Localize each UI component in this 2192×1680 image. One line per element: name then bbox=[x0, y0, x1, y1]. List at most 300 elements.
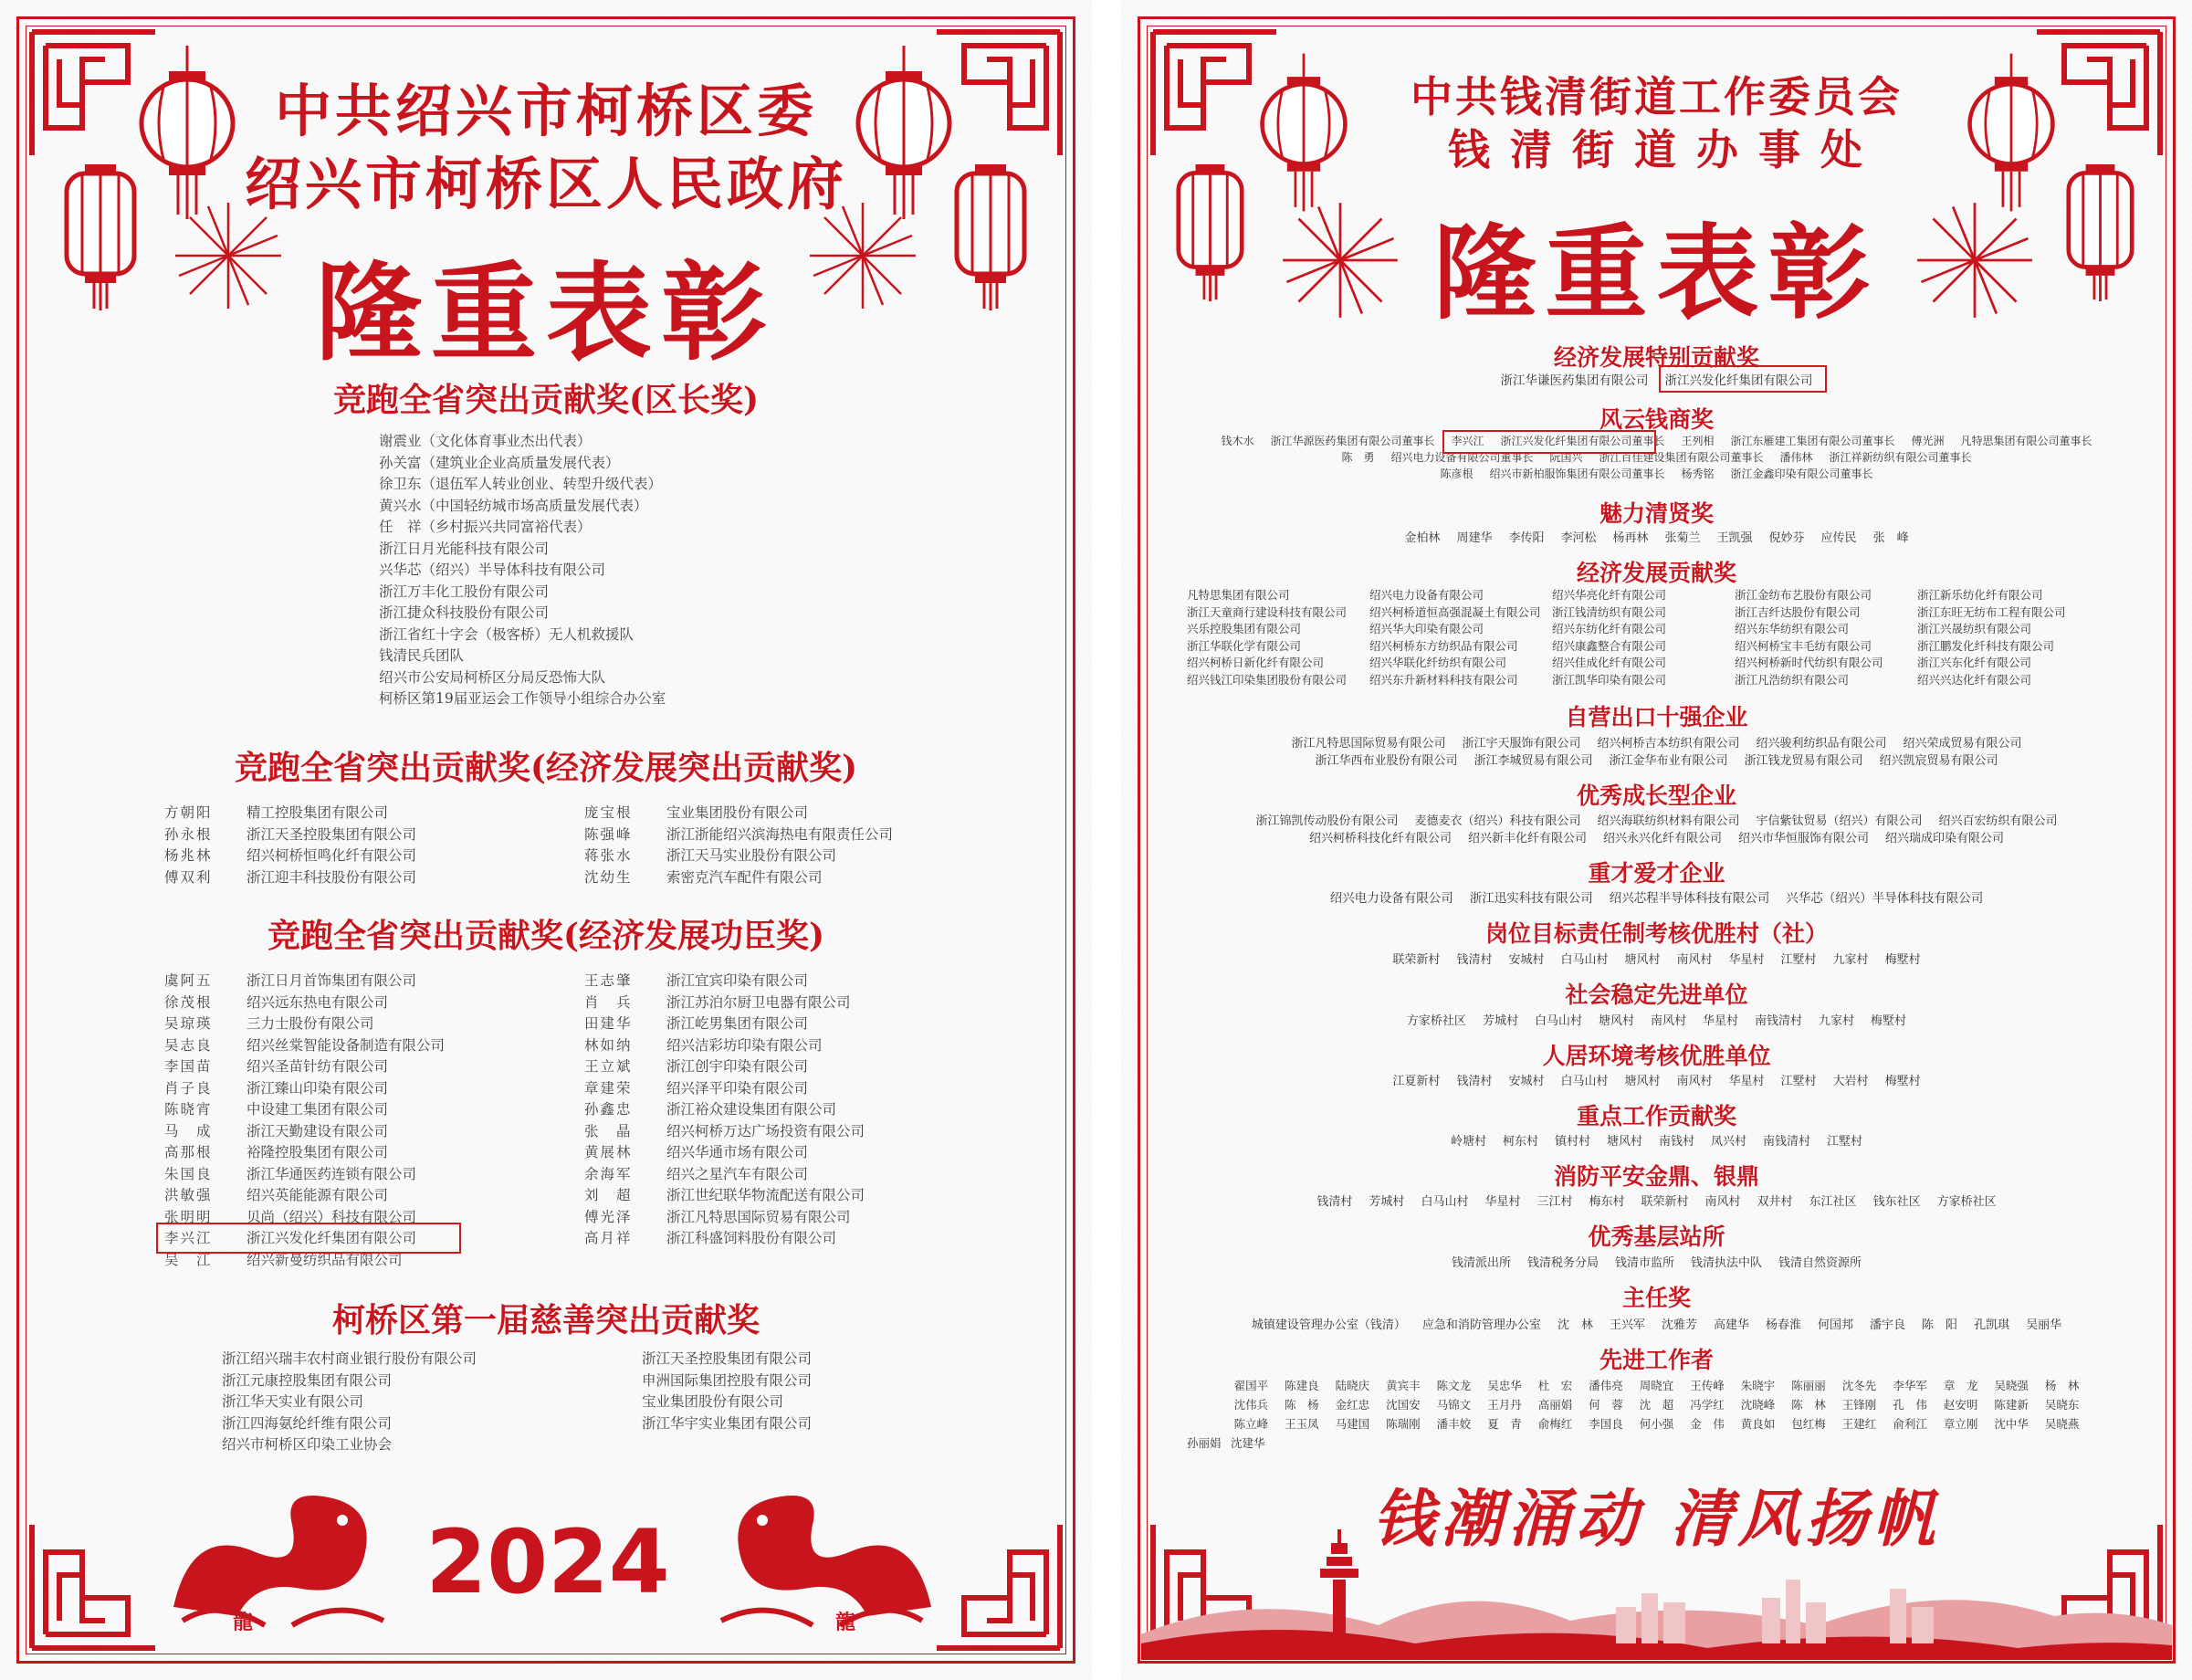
award-item: 柯东村 bbox=[1502, 1135, 1538, 1149]
award-item: 联荣新村 bbox=[1392, 953, 1441, 967]
award-row bbox=[1121, 1192, 2192, 1209]
honoree-row bbox=[164, 1055, 388, 1076]
honoree-company: 贝尚（绍兴）科技有限公司 bbox=[246, 1208, 417, 1225]
list-item: 徐卫东（退伍军人转业创业、转型升级代表） bbox=[379, 476, 663, 492]
award-item: 绍兴兴达化纤有限公司 bbox=[1917, 672, 2032, 687]
honoree-company: 裕隆控股集团有限公司 bbox=[246, 1144, 389, 1160]
award-item: 何小强 bbox=[1639, 1417, 1674, 1431]
section-title-district-award: 竞跑全省突出贡献奖(区长奖) bbox=[332, 381, 760, 419]
award-item: 浙江新乐纺化纤有限公司 bbox=[1917, 588, 2043, 602]
award-item: 浙江华源医药集团有限公司董事长 bbox=[1270, 435, 1435, 447]
award-item: 钱清村 bbox=[1456, 953, 1493, 967]
award-item: 陈 勇 bbox=[1341, 451, 1375, 464]
award-item: 绍兴钱江印染集团股份有限公司 bbox=[1187, 672, 1348, 687]
award-item: 凡特思集团有限公司 bbox=[1187, 588, 1290, 602]
award-item: 浙江华联化学有限公司 bbox=[1187, 638, 1302, 653]
award-row bbox=[1121, 1071, 2192, 1088]
honoree-row bbox=[164, 866, 416, 887]
list-item: 浙江天圣控股集团有限公司 bbox=[642, 1350, 813, 1367]
award-item: 白马山村 bbox=[1421, 1195, 1469, 1209]
award-item: 沈晓峰 bbox=[1740, 1398, 1776, 1412]
award-item: 华星村 bbox=[1728, 953, 1765, 967]
award-item: 白马山村 bbox=[1560, 1075, 1609, 1088]
award-item: 绍兴华亮化纤有限公司 bbox=[1552, 588, 1667, 602]
award-row bbox=[1121, 733, 2192, 751]
award-item: 芳城村 bbox=[1369, 1195, 1405, 1209]
award-item: 方家桥社区 bbox=[1406, 1014, 1466, 1028]
award-item: 钱清村 bbox=[1456, 1075, 1493, 1088]
award-item: 钱东社区 bbox=[1872, 1195, 1921, 1209]
section-title: 重才爱才企业 bbox=[1588, 860, 1725, 887]
list-item: 浙江万丰化工股份有限公司 bbox=[379, 583, 550, 600]
award-item: 倪妙芬 bbox=[1768, 531, 1805, 545]
award-item: 浙江迅实科技有限公司 bbox=[1469, 891, 1593, 906]
award-item: 金红忠 bbox=[1335, 1398, 1370, 1412]
award-item: 南风村 bbox=[1676, 953, 1713, 967]
list-item: 绍兴市柯桥区印染工业协会 bbox=[222, 1436, 393, 1453]
award-item: 钱木水 bbox=[1221, 435, 1254, 447]
list-item: 浙江捷众科技股份有限公司 bbox=[379, 604, 550, 621]
honoree-row bbox=[584, 1184, 865, 1204]
honoree-company: 索密克汽车配件有限公司 bbox=[666, 868, 823, 886]
award-item: 浙江华谦医药集团有限公司 bbox=[1500, 373, 1649, 388]
award-item: 何国邦 bbox=[1818, 1318, 1854, 1332]
honoree-company: 绍兴柯桥恒鸣化纤有限公司 bbox=[246, 847, 417, 864]
award-item: 应急和消防管理办公室 bbox=[1421, 1318, 1541, 1332]
award-row bbox=[1121, 887, 2192, 906]
award-item: 李华军 bbox=[1893, 1379, 1927, 1392]
award-item: 江墅村 bbox=[1780, 953, 1817, 967]
award-item: 绍兴百宏纺织有限公司 bbox=[1938, 814, 2058, 828]
award-item: 华星村 bbox=[1728, 1075, 1765, 1088]
honoree-row bbox=[164, 1184, 388, 1204]
award-item: 王列相 bbox=[1681, 435, 1715, 447]
honoree-company: 浙江天圣控股集团有限公司 bbox=[246, 825, 417, 843]
award-item: 绍兴康鑫整合有限公司 bbox=[1552, 638, 1667, 653]
award-item: 王传峰 bbox=[1690, 1379, 1725, 1392]
list-item: 钱清民兵团队 bbox=[379, 647, 465, 664]
honoree-row bbox=[164, 824, 416, 844]
award-item: 宇信紫钛贸易（绍兴）有限公司 bbox=[1756, 814, 1923, 828]
list-item: 浙江华天实业有限公司 bbox=[222, 1393, 364, 1410]
award-item: 浙江百佳建设集团有限公司董事长 bbox=[1599, 451, 1764, 464]
list-item: 谢震业（文化体育事业杰出代表） bbox=[379, 433, 592, 449]
award-item: 沈 超 bbox=[1639, 1398, 1674, 1412]
award-item: 浙江凯华印染有限公司 bbox=[1552, 672, 1667, 687]
award-item: 俞梅红 bbox=[1537, 1417, 1573, 1431]
honoree-company: 浙江天勤建设有限公司 bbox=[246, 1122, 389, 1139]
award-item: 黄良如 bbox=[1740, 1417, 1776, 1431]
award-item: 绍兴电力设备有限公司 bbox=[1369, 588, 1484, 602]
award-item: 沈雅芳 bbox=[1661, 1318, 1697, 1332]
list-item: 柯桥区第19届亚运会工作领导小组综合办公室 bbox=[379, 690, 666, 707]
award-item: 赵安明 bbox=[1943, 1398, 1978, 1412]
award-item: 华星村 bbox=[1484, 1195, 1521, 1209]
award-item: 浙江东旺无纺布工程有限公司 bbox=[1917, 604, 2066, 619]
honoree-row bbox=[584, 1077, 808, 1097]
honoree-name: 徐茂根 bbox=[164, 993, 213, 1011]
award-item: 联荣新村 bbox=[1641, 1195, 1689, 1209]
dragon-character: 龍 bbox=[233, 1611, 254, 1634]
award-item: 绍兴瑞成印染有限公司 bbox=[1885, 832, 2005, 845]
honoree-name: 张明明 bbox=[164, 1208, 213, 1225]
slogan: 钱潮涌动 清风扬帆 bbox=[1372, 1483, 1941, 1556]
year-label: 2024 bbox=[425, 1511, 670, 1613]
honoree-row bbox=[584, 1034, 823, 1055]
honoree-company: 浙江屹男集团有限公司 bbox=[666, 1015, 809, 1032]
award-item: 三江村 bbox=[1536, 1195, 1573, 1209]
award-item: 王凯强 bbox=[1716, 531, 1753, 545]
award-item: 陈立峰 bbox=[1233, 1417, 1269, 1431]
award-row bbox=[1121, 433, 2192, 448]
award-item: 绍兴东纺化纤有限公司 bbox=[1552, 622, 1667, 635]
award-item: 陈瑞刚 bbox=[1386, 1417, 1421, 1431]
award-item: 浙江兴发化纤集团有限公司 bbox=[1664, 373, 1813, 388]
award-item: 吴忠华 bbox=[1487, 1379, 1522, 1392]
award-item: 浙江华西布业股份有限公司 bbox=[1315, 754, 1458, 768]
award-item: 陈建新 bbox=[1994, 1398, 2029, 1412]
honoree-company: 中设建工集团有限公司 bbox=[246, 1101, 389, 1118]
award-item: 绍兴柯桥东方纺织品有限公司 bbox=[1369, 638, 1518, 653]
award-item: 沈建华 bbox=[1231, 1436, 1265, 1450]
award-item: 俞利江 bbox=[1893, 1417, 1927, 1431]
honoree-company: 绍兴之星汽车有限公司 bbox=[666, 1165, 809, 1182]
right-poster bbox=[1121, 0, 2192, 1680]
honoree-name: 吴 江 bbox=[164, 1251, 213, 1268]
city-skyline-icon bbox=[1141, 1516, 2172, 1660]
honoree-company: 精工控股集团有限公司 bbox=[246, 804, 389, 821]
honoree-company: 绍兴丝棠智能设备制造有限公司 bbox=[246, 1036, 446, 1054]
award-item: 陆晓庆 bbox=[1335, 1379, 1370, 1392]
honoree-company: 浙江迎丰科技股份有限公司 bbox=[246, 868, 417, 886]
award-item: 白马山村 bbox=[1560, 953, 1609, 967]
award-item: 浙江凡特思国际贸易有限公司 bbox=[1291, 737, 1446, 751]
award-item: 华星村 bbox=[1703, 1014, 1739, 1028]
list-item: 浙江日月光能科技有限公司 bbox=[379, 540, 550, 557]
award-item: 绍兴市华恒服饰有限公司 bbox=[1738, 832, 1870, 845]
list-item: 黄兴水（中国轻纺城市场高质量发展代表） bbox=[379, 497, 648, 514]
award-item: 沈冬先 bbox=[1841, 1379, 1877, 1392]
honoree-name: 李国苗 bbox=[164, 1058, 213, 1075]
honoree-name: 高月祥 bbox=[584, 1230, 633, 1246]
honoree-name: 方朝阳 bbox=[164, 804, 213, 821]
award-item: 九家村 bbox=[1832, 953, 1869, 967]
honoree-row bbox=[584, 845, 836, 865]
honoree-company: 浙江科盛饲料股份有限公司 bbox=[666, 1230, 837, 1246]
award-item: 钱清执法中队 bbox=[1691, 1256, 1763, 1270]
award-item: 梅墅村 bbox=[1884, 1075, 1921, 1088]
award-item: 孔凯琪 bbox=[1974, 1318, 2010, 1332]
honoree-company: 绍兴柯桥万达广场投资有限公司 bbox=[666, 1122, 865, 1139]
award-item: 南风村 bbox=[1676, 1075, 1713, 1088]
highlight-box bbox=[1442, 430, 1656, 454]
award-item: 兴华芯（绍兴）半导体科技有限公司 bbox=[1786, 891, 1984, 906]
section-title: 风云钱商奖 bbox=[1599, 406, 1714, 433]
award-item: 绍兴柯桥新时代纺织有限公司 bbox=[1735, 656, 1883, 669]
list-item: 浙江元康控股集团有限公司 bbox=[222, 1371, 393, 1389]
award-item: 浙江金纺布艺股份有限公司 bbox=[1735, 588, 1872, 602]
honoree-row bbox=[164, 992, 388, 1012]
award-item: 绍兴柯桥道恒高强混凝土有限公司 bbox=[1369, 604, 1541, 619]
award-item: 吴晓东 bbox=[2044, 1398, 2080, 1412]
award-item: 朱晓宇 bbox=[1740, 1379, 1776, 1392]
award-item: 翟国平 bbox=[1233, 1379, 1269, 1392]
award-item: 方家桥社区 bbox=[1936, 1195, 1997, 1209]
award-item: 江墅村 bbox=[1780, 1075, 1817, 1088]
award-item: 陈丽丽 bbox=[1791, 1379, 1826, 1392]
award-item: 浙江李城贸易有限公司 bbox=[1474, 754, 1593, 768]
award-item: 塘风村 bbox=[1624, 1075, 1661, 1088]
section-title: 自营出口十强企业 bbox=[1565, 704, 1748, 730]
award-item: 马建国 bbox=[1335, 1417, 1370, 1431]
honoree-name: 陈晓宵 bbox=[164, 1101, 213, 1118]
honoree-company: 绍兴新曼纺织品有限公司 bbox=[246, 1251, 403, 1268]
award-item: 冯学红 bbox=[1690, 1398, 1725, 1412]
award-item: 绍兴东升新材料科技有限公司 bbox=[1369, 672, 1518, 687]
award-item: 浙江兴东化纤有限公司 bbox=[1917, 656, 2032, 669]
award-item: 绍兴电力设备有限公司 bbox=[1329, 891, 1453, 906]
award-item: 王月丹 bbox=[1487, 1398, 1522, 1412]
honoree-row bbox=[584, 992, 851, 1012]
award-item: 钱清派出所 bbox=[1451, 1256, 1511, 1270]
award-item: 李传阳 bbox=[1508, 531, 1545, 545]
honoree-name: 马 成 bbox=[164, 1122, 213, 1139]
list-item: 孙关富（建筑业企业高质量发展代表） bbox=[379, 454, 620, 471]
section-title: 重点工作贡献奖 bbox=[1576, 1103, 1736, 1129]
award-item: 绍兴荣成贸易有限公司 bbox=[1903, 737, 2022, 751]
award-item: 绍兴市新柏服饰集团有限公司董事长 bbox=[1489, 467, 1665, 480]
honoree-company: 浙江天马实业股份有限公司 bbox=[666, 847, 837, 864]
award-item: 陈建良 bbox=[1285, 1379, 1319, 1392]
award-row bbox=[1121, 811, 2192, 828]
list-item: 浙江四海氨纶纤维有限公司 bbox=[222, 1414, 393, 1432]
honoree-name: 傅双利 bbox=[164, 868, 213, 886]
list-item: 兴华芯（绍兴）半导体科技有限公司 bbox=[379, 562, 606, 578]
award-item: 杨 林 bbox=[2044, 1379, 2080, 1392]
award-item: 绍兴东华纺织有限公司 bbox=[1735, 622, 1850, 635]
award-item: 沈 林 bbox=[1557, 1318, 1593, 1332]
award-item: 高建华 bbox=[1713, 1318, 1749, 1332]
award-item: 王锋刚 bbox=[1841, 1398, 1877, 1412]
award-item: 麦德麦衣（绍兴）科技有限公司 bbox=[1414, 814, 1581, 828]
award-item: 浙江天童商行建设科技有限公司 bbox=[1187, 604, 1348, 619]
list-item: 申洲国际集团控股有限公司 bbox=[642, 1371, 813, 1389]
award-item: 绍兴海联纺织材料有限公司 bbox=[1597, 814, 1740, 828]
award-item: 章立刚 bbox=[1943, 1417, 1978, 1431]
award-item: 黄宾丰 bbox=[1386, 1379, 1421, 1392]
list-item: 宝业集团股份有限公司 bbox=[642, 1393, 784, 1410]
header-office: 钱 清 街 道 办 事 处 bbox=[1447, 125, 1866, 174]
honoree-company: 绍兴圣苗针纺有限公司 bbox=[246, 1058, 389, 1075]
award-item: 何 蓉 bbox=[1589, 1398, 1623, 1412]
honoree-company: 三力士股份有限公司 bbox=[246, 1015, 374, 1032]
award-item: 浙江金华布业有限公司 bbox=[1609, 754, 1728, 768]
honoree-name: 孙鑫忠 bbox=[584, 1101, 633, 1118]
honoree-row bbox=[164, 1098, 388, 1118]
award-item: 白马山村 bbox=[1534, 1014, 1582, 1028]
honoree-name: 张 晶 bbox=[584, 1122, 633, 1139]
award-item: 陈 阳 bbox=[1922, 1318, 1958, 1332]
award-item: 浙江鹏发化纤科技有限公司 bbox=[1917, 638, 2055, 653]
honoree-row bbox=[584, 1141, 808, 1161]
honoree-name: 傅光泽 bbox=[584, 1208, 633, 1225]
honoree-row bbox=[164, 1034, 445, 1055]
award-item: 兴乐控股集团有限公司 bbox=[1187, 622, 1302, 635]
award-row bbox=[1121, 1253, 2192, 1270]
award-row bbox=[1121, 950, 2192, 967]
award-item: 包红梅 bbox=[1791, 1417, 1826, 1431]
award-item: 金 伟 bbox=[1690, 1417, 1725, 1431]
award-item: 杨春淮 bbox=[1766, 1318, 1802, 1332]
award-item: 高丽娟 bbox=[1537, 1398, 1573, 1412]
honoree-row bbox=[164, 1013, 374, 1033]
honoree-name: 王志肇 bbox=[584, 972, 633, 989]
list-item: 浙江省红十字会（极客桥）无人机救援队 bbox=[379, 625, 635, 643]
honoree-name: 刘 超 bbox=[584, 1187, 633, 1203]
award-row bbox=[1121, 1315, 2192, 1332]
award-item: 江夏新村 bbox=[1392, 1075, 1441, 1088]
award-item: 梅墅村 bbox=[1884, 953, 1921, 967]
honoree-name: 李兴江 bbox=[164, 1230, 213, 1246]
award-item: 南钱清村 bbox=[1755, 1014, 1803, 1028]
award-item: 阮国兴 bbox=[1549, 451, 1583, 464]
honoree-name: 田建华 bbox=[584, 1015, 633, 1032]
section-title: 人居环境考核优胜单位 bbox=[1542, 1043, 1771, 1069]
award-item: 绍兴柯桥科技化纤有限公司 bbox=[1308, 832, 1452, 845]
honoree-row bbox=[584, 1163, 808, 1183]
award-item: 镇村村 bbox=[1554, 1135, 1590, 1149]
award-item: 南钱村 bbox=[1659, 1135, 1695, 1149]
award-row bbox=[1121, 828, 2192, 845]
list-item: 绍兴市公安局柯桥区分局反恐怖大队 bbox=[379, 668, 606, 686]
honoree-name: 黄展林 bbox=[584, 1144, 633, 1160]
award-item: 绍兴佳成化纤有限公司 bbox=[1552, 656, 1667, 669]
highlight-box bbox=[1659, 365, 1827, 393]
honoree-company: 浙江日月首饰集团有限公司 bbox=[246, 972, 417, 989]
section-title: 消防平安金鼎、银鼎 bbox=[1553, 1163, 1759, 1190]
award-item: 塘风村 bbox=[1598, 1014, 1634, 1028]
award-item: 陈 林 bbox=[1791, 1398, 1826, 1412]
award-item: 周建华 bbox=[1456, 531, 1493, 545]
award-item: 浙江吉纤达股份有限公司 bbox=[1735, 604, 1861, 619]
award-item: 陈文龙 bbox=[1436, 1379, 1472, 1392]
award-item: 绍兴柯桥吉本纺织有限公司 bbox=[1597, 737, 1740, 751]
award-item: 沈国安 bbox=[1386, 1398, 1421, 1412]
district-award-list bbox=[379, 431, 666, 710]
award-item: 浙江祥新纺织有限公司董事长 bbox=[1829, 451, 1972, 464]
section-title: 主任奖 bbox=[1621, 1285, 1691, 1311]
honoree-row bbox=[584, 1055, 808, 1076]
award-item: 绍兴电力设备有限公司董事长 bbox=[1390, 451, 1534, 464]
honoree-row bbox=[584, 1013, 808, 1033]
honoree-row bbox=[164, 1120, 388, 1140]
honoree-name: 肖 兵 bbox=[584, 993, 633, 1011]
award-item: 张菊兰 bbox=[1664, 531, 1701, 545]
award-item: 钱清村 bbox=[1316, 1195, 1353, 1209]
award-row bbox=[1121, 466, 2192, 481]
honoree-row bbox=[164, 1163, 416, 1183]
award-item: 绍兴芯程半导体科技有限公司 bbox=[1609, 891, 1770, 906]
award-item: 钱清市监所 bbox=[1614, 1256, 1674, 1270]
award-item: 张 峰 bbox=[1872, 531, 1909, 545]
honoree-name: 吴志良 bbox=[164, 1036, 213, 1054]
award-item: 江墅村 bbox=[1827, 1135, 1863, 1149]
award-item: 浙江兴发化纤集团有限公司董事长 bbox=[1500, 435, 1665, 447]
award-item: 钱清税务分局 bbox=[1526, 1256, 1599, 1270]
award-item: 南风村 bbox=[1650, 1014, 1686, 1028]
award-item: 绍兴华联化纤纺织有限公司 bbox=[1369, 656, 1507, 669]
award-item: 杨再林 bbox=[1612, 531, 1649, 545]
honoree-company: 绍兴洁彩坊印染有限公司 bbox=[666, 1036, 823, 1054]
header-work-committee: 中共钱清街道工作委员会 bbox=[1411, 72, 1903, 121]
award-item: 浙江钱清纺织有限公司 bbox=[1552, 604, 1667, 619]
award-item: 绍兴永兴化纤有限公司 bbox=[1602, 832, 1722, 845]
dragon-icon bbox=[155, 1470, 402, 1634]
award-item: 周晓宜 bbox=[1639, 1379, 1674, 1392]
honoree-row bbox=[164, 1077, 388, 1097]
award-row bbox=[1121, 1415, 2192, 1432]
honoree-row bbox=[584, 824, 893, 844]
section-title-charity: 柯桥区第一届慈善突出贡献奖 bbox=[331, 1301, 760, 1339]
award-item: 绍兴凯宸贸易有限公司 bbox=[1879, 754, 1998, 768]
honoree-company: 浙江裕众建设集团有限公司 bbox=[666, 1101, 837, 1118]
award-item: 南风村 bbox=[1704, 1195, 1741, 1209]
honoree-row bbox=[584, 866, 823, 887]
lattice-corner-icon bbox=[27, 1516, 164, 1653]
award-row bbox=[1121, 528, 2192, 545]
award-item: 陈彦根 bbox=[1440, 467, 1474, 480]
award-item: 岭塘村 bbox=[1450, 1135, 1486, 1149]
honoree-row bbox=[164, 970, 416, 990]
award-item: 芳城村 bbox=[1482, 1014, 1518, 1028]
award-row bbox=[1121, 1011, 2192, 1028]
list-item: 浙江绍兴瑞丰农村商业银行股份有限公司 bbox=[222, 1350, 477, 1367]
award-item: 凤兴村 bbox=[1711, 1135, 1747, 1149]
section-title: 优秀成长型企业 bbox=[1576, 782, 1736, 809]
award-item: 沈中华 bbox=[1994, 1417, 2029, 1431]
award-row bbox=[1121, 1131, 2192, 1149]
honoree-company: 浙江华通医药连锁有限公司 bbox=[246, 1165, 417, 1182]
award-item: 浙江宇天服饰有限公司 bbox=[1462, 737, 1581, 751]
section-title: 先进工作者 bbox=[1599, 1347, 1714, 1373]
honoree-name: 洪敏强 bbox=[164, 1187, 213, 1203]
honoree-row bbox=[164, 802, 388, 822]
award-item: 吴丽华 bbox=[2026, 1318, 2062, 1332]
honoree-company: 绍兴华通市场有限公司 bbox=[666, 1144, 809, 1160]
award-item: 浙江金鑫印染有限公司董事长 bbox=[1730, 467, 1873, 480]
honoree-name: 王立斌 bbox=[584, 1058, 633, 1075]
award-item: 绍兴柯桥宝丰毛纺有限公司 bbox=[1735, 638, 1872, 653]
section-title: 优秀基层站所 bbox=[1588, 1223, 1725, 1250]
award-item: 绍兴柯桥日新化纤有限公司 bbox=[1187, 656, 1325, 669]
award-item: 杨秀铭 bbox=[1681, 467, 1715, 480]
award-item: 梅东村 bbox=[1589, 1195, 1625, 1209]
award-row bbox=[1121, 1377, 2192, 1393]
award-item: 孙丽娟 bbox=[1187, 1436, 1222, 1450]
honoree-company: 宝业集团股份有限公司 bbox=[666, 804, 809, 821]
list-item: 任 祥（乡村振兴共同富裕代表） bbox=[379, 519, 592, 535]
highlight-box bbox=[156, 1223, 461, 1254]
honoree-name: 沈幼生 bbox=[584, 868, 633, 886]
section-title: 经济发展特别贡献奖 bbox=[1553, 344, 1759, 371]
award-row bbox=[1121, 370, 2192, 388]
award-item: 绍兴新丰化纤有限公司 bbox=[1467, 832, 1587, 845]
honoree-row bbox=[164, 845, 416, 865]
honoree-name: 余海军 bbox=[584, 1165, 633, 1182]
honoree-name: 庞宝根 bbox=[584, 804, 633, 821]
award-item: 马锦文 bbox=[1436, 1398, 1472, 1412]
honoree-name: 朱国良 bbox=[164, 1165, 213, 1182]
